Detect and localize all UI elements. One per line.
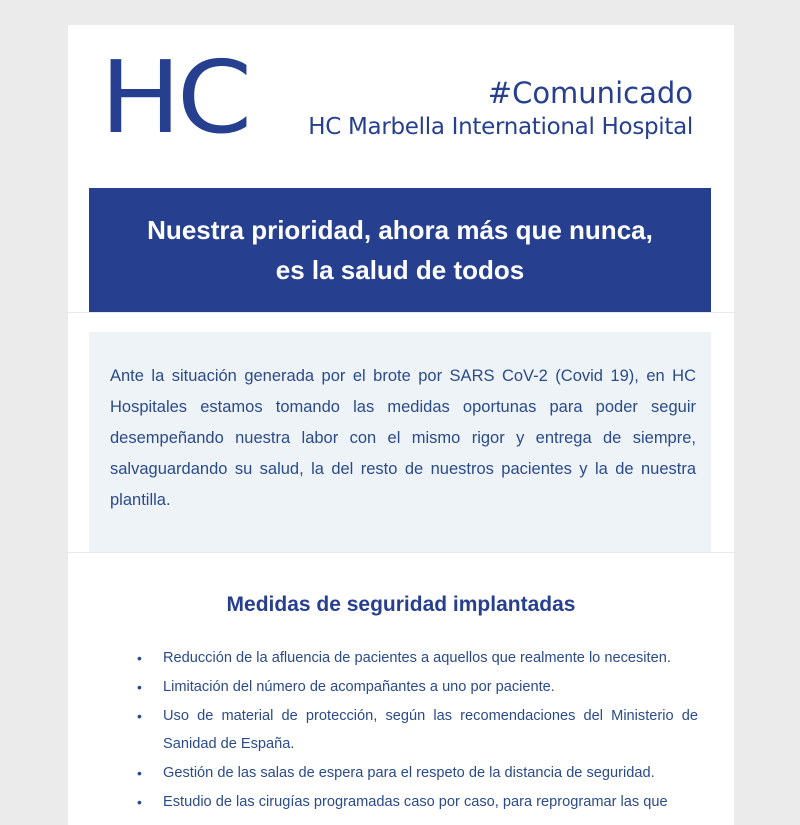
- list-item: [137, 759, 698, 787]
- divider: [68, 312, 734, 313]
- list-item-text: Reducción de la afluencia de pacientes a aquellos que realmente lo necesiten.: [163, 650, 671, 666]
- list-item: [137, 644, 698, 672]
- list-item: [137, 702, 698, 758]
- bullet-icon: •: [137, 765, 142, 781]
- bullet-icon: •: [137, 708, 142, 724]
- bullet-icon: •: [137, 650, 142, 666]
- list-item-text: Limitación del número de acompañantes a uno por paciente.: [163, 679, 555, 695]
- intro-box: [89, 332, 711, 552]
- headline-text: [100, 210, 700, 290]
- measures-list: [137, 644, 698, 817]
- bullet-icon: •: [137, 794, 142, 810]
- hashtag-title: #Comunicado: [487, 76, 693, 110]
- hospital-name: HC Marbella International Hospital: [308, 114, 693, 140]
- list-item: [137, 673, 698, 701]
- headline-banner: [89, 188, 711, 312]
- list-item-text: Gestión de las salas de espera para el respeto de la distancia de seguridad.: [163, 765, 655, 781]
- newsletter-card: [68, 25, 734, 825]
- measures-title: Medidas de seguridad implantadas: [226, 593, 576, 616]
- list-item-text: Estudio de las cirugías programadas caso por caso, para reprogramar las que: [163, 794, 668, 810]
- divider: [68, 552, 734, 553]
- list-item-text: Uso de material de protección, según las recomendaciones del Ministerio de Sanidad de España.: [163, 708, 698, 752]
- intro-paragraph: Ante la situación generada por el brote por SARS CoV-2 (Covid 19), en HC Hospitales estamos tomando las medidas oportunas para poder seguir desempeñando nuestra labor con el mismo rigor y entrega de siempre, salvaguardando su salud, la del resto de nuestros pacientes y la de nuestra plantilla.: [110, 367, 696, 509]
- header-titles: [308, 75, 693, 143]
- bullet-icon: •: [137, 679, 142, 695]
- hc-logo: HC: [100, 39, 248, 156]
- headline-line-2: es la salud de todos: [275, 255, 525, 285]
- headline-line-1: Nuestra prioridad, ahora más que nunca,: [147, 215, 653, 245]
- list-item: [137, 788, 698, 816]
